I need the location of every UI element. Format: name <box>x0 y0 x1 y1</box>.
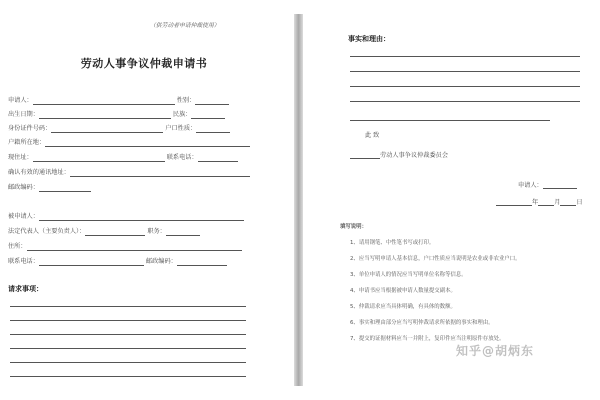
household-row <box>8 138 250 147</box>
request-line[interactable] <box>10 348 246 349</box>
phone-field[interactable] <box>198 155 238 162</box>
id-field[interactable] <box>51 126 163 133</box>
legal-rep-row <box>8 227 200 236</box>
applicant-sign-label: 申请人： <box>518 182 543 189</box>
postcode-field[interactable] <box>39 185 91 192</box>
committee-field[interactable] <box>350 152 380 159</box>
respondent-name-field[interactable] <box>39 214 244 221</box>
note-item: 4、申请书应当根据被申请人数量提交副本。 <box>350 288 456 294</box>
facts-line[interactable] <box>350 71 580 72</box>
position-field[interactable] <box>166 229 200 236</box>
ethnicity-field[interactable] <box>191 112 225 119</box>
postcode-row <box>8 183 91 192</box>
respondent-postcode-label: 邮政编码： <box>145 258 177 265</box>
applicant-name-row <box>8 96 229 105</box>
page-divider <box>294 14 303 386</box>
facts-line[interactable] <box>350 101 580 102</box>
form-title: 劳动人事争议仲裁申请书 <box>80 57 208 70</box>
year-label: 年 <box>532 199 539 206</box>
facts-line[interactable] <box>350 56 580 57</box>
respondent-address-row <box>8 242 242 251</box>
applicant-name-field[interactable] <box>33 98 175 105</box>
note-item: 7、提交的证据材料应当一并附上，复印件应当注明原件存放处。 <box>350 336 505 342</box>
id-label: 身份证件号码： <box>8 125 52 132</box>
ci-zhi: 此 致 <box>365 132 380 139</box>
applicant-sign-row <box>518 180 577 189</box>
hukou-field[interactable] <box>196 126 230 133</box>
birth-row <box>8 110 225 119</box>
note-item: 6、事实和理由部分应当写明仲裁请求所依据的事实和理由。 <box>350 320 494 326</box>
month-label: 月 <box>554 199 561 206</box>
request-line[interactable] <box>10 362 246 363</box>
id-row <box>8 124 230 133</box>
day-label: 日 <box>576 199 583 206</box>
birth-label: 出生日期： <box>8 111 39 118</box>
mail-address-row <box>8 168 250 177</box>
committee-row <box>350 150 448 159</box>
mail-address-field[interactable] <box>70 170 250 177</box>
note-item: 5、仲裁请求应当具体明确，有具体的数额。 <box>350 304 456 310</box>
respondent-phone-field[interactable] <box>39 259 144 266</box>
household-field[interactable] <box>45 140 250 147</box>
gender-label: 性别： <box>176 97 196 104</box>
postcode-label: 邮政编码： <box>8 184 39 191</box>
respondent-name-label: 被申请人： <box>8 213 39 220</box>
notes-title: 填写说明： <box>340 224 367 230</box>
facts-line[interactable] <box>350 120 550 121</box>
household-label: 户籍所在地： <box>8 139 46 146</box>
watermark <box>456 342 534 359</box>
request-line[interactable] <box>10 320 246 321</box>
respondent-contact-row <box>8 257 227 266</box>
applicant-name-label: 申请人： <box>8 97 33 104</box>
year-field[interactable] <box>496 199 532 206</box>
address-field[interactable] <box>33 155 165 162</box>
day-field[interactable] <box>560 199 576 206</box>
birth-field[interactable] <box>39 112 171 119</box>
request-line[interactable] <box>10 334 246 335</box>
address-row <box>8 153 238 162</box>
header-note: （供劳动者申请仲裁使用） <box>150 23 220 29</box>
facts-line[interactable] <box>350 86 580 87</box>
note-item: 2、应当写明申请人基本信息，户口性质应当说明是农业或非农业户口。 <box>350 256 521 262</box>
month-field[interactable] <box>538 199 554 206</box>
respondent-address-label: 住所： <box>8 243 27 250</box>
watermark-suffix: @胡炳东 <box>482 344 535 358</box>
facts-heading: 事实和理由： <box>348 35 390 43</box>
position-label: 职务： <box>147 228 166 235</box>
watermark-prefix: 知乎 <box>456 344 483 358</box>
ethnicity-label: 民族： <box>172 111 192 118</box>
note-item: 1、请用钢笔、中性笔书写或打印。 <box>350 240 435 246</box>
requests-heading: 请求事项： <box>8 285 43 293</box>
legal-rep-label: 法定代表人（主要负责人）： <box>8 228 86 235</box>
legal-rep-field[interactable] <box>85 229 145 236</box>
committee-name: 劳动人事争议仲裁委员会 <box>380 152 449 159</box>
respondent-address-field[interactable] <box>27 244 242 251</box>
request-line[interactable] <box>10 306 246 307</box>
respondent-postcode-field[interactable] <box>177 259 227 266</box>
note-item: 3、单位申请人的情况应当写明单位名称等信息。 <box>350 272 467 278</box>
applicant-sign-field[interactable] <box>543 182 577 189</box>
phone-label: 联系电话： <box>166 154 198 161</box>
gender-field[interactable] <box>195 98 229 105</box>
date-row <box>496 197 583 206</box>
respondent-phone-label: 联系电话： <box>8 258 39 265</box>
address-label: 现住址： <box>8 154 33 161</box>
mail-address-label: 确认有效的通讯地址： <box>8 169 70 176</box>
respondent-name-row <box>8 212 244 221</box>
request-line[interactable] <box>10 376 246 377</box>
hukou-label: 户口性质： <box>165 125 197 132</box>
